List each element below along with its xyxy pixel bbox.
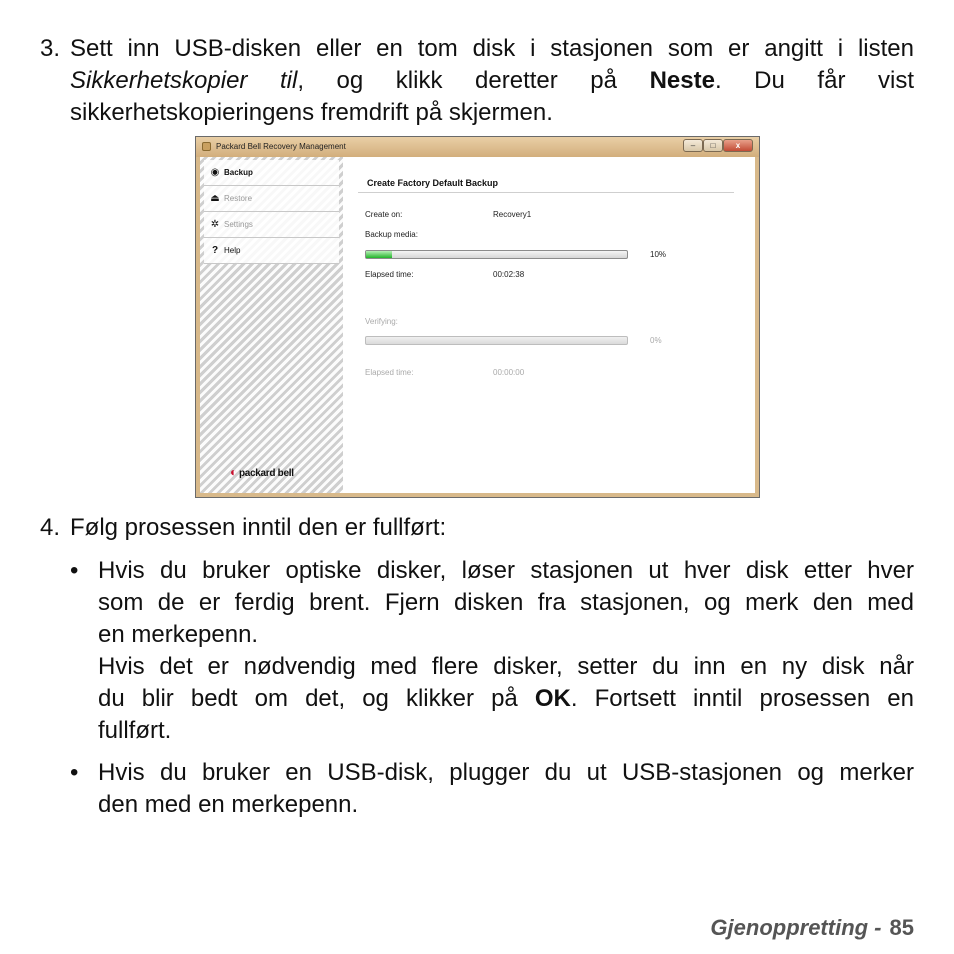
question-icon: ? [211, 245, 219, 256]
bullet-1-line-5 [98, 683, 914, 715]
verifying-progress-bar [365, 336, 628, 345]
sidebar-item-label: Settings [224, 220, 253, 229]
backup-media-label: Backup media: [365, 230, 418, 239]
restore-icon: ⏏ [210, 193, 220, 204]
bullet-1-marker: • [70, 557, 79, 584]
bullet-1-line-4: Hvis det er nødvendig med flere disker, setter du inn en ny disk når [98, 653, 914, 680]
sidebar-item-restore[interactable] [204, 186, 339, 212]
section-name: Gjenoppretting - [710, 915, 882, 940]
sidebar-item-label: Backup [224, 168, 253, 177]
app-icon [202, 142, 211, 151]
recovery-management-window [195, 136, 760, 498]
bullet-1-line-3: en merkepenn. [98, 621, 259, 648]
sidebar-item-help[interactable] [204, 238, 339, 264]
bullet-1-text [98, 555, 914, 747]
step-3-line-2-end: . Du får vist [714, 67, 915, 94]
sidebar-item-label: Restore [224, 194, 253, 203]
sidebar-item-settings[interactable] [204, 212, 339, 238]
packard-bell-logo [230, 465, 294, 479]
window-titlebar [196, 137, 759, 157]
verifying-elapsed-value: 00:00:00 [493, 368, 525, 377]
backup-progress-fill [366, 251, 392, 258]
create-on-value: Recovery1 [493, 210, 532, 219]
verifying-elapsed-label: Elapsed time: [365, 368, 414, 377]
disc-icon: ◉ [210, 167, 220, 178]
bullet-1-line-5-end: . Fortsett inntil prosessen en [570, 685, 914, 712]
step-3-text [70, 33, 914, 129]
step-3-line-2-mid: , og klikk deretter på [297, 67, 650, 94]
backup-percent: 10% [650, 250, 667, 259]
bullet-1-line-5-start: du blir bedt om det, og klikker på [98, 685, 535, 712]
step-3-line-1: Sett inn USB-disken eller en tom disk i stasjonen som er angitt i listen [70, 35, 914, 62]
ok-button-ref: OK [534, 685, 571, 712]
window-client [200, 157, 755, 493]
maximize-button[interactable]: □ [703, 139, 723, 152]
next-button-ref: Neste [649, 67, 715, 94]
bullet-2-line-1: Hvis du bruker en USB-disk, plugger du ut USB-stasjonen og merker [98, 759, 914, 786]
page-footer [710, 914, 914, 942]
window-title: Packard Bell Recovery Management [216, 142, 346, 151]
bullet-1-line-6: fullført. [98, 717, 172, 744]
gear-icon: ✲ [210, 219, 220, 230]
logo-mark-icon: ◐ [230, 465, 237, 479]
step-3-line-3: sikkerhetskopieringens fremdrift på skjermen. [70, 99, 553, 126]
minimize-button[interactable]: – [683, 139, 703, 152]
verifying-label: Verifying: [365, 317, 398, 326]
bullet-1-line-2: som de er ferdig brent. Fjern disken fra stasjonen, og merk den med [98, 589, 914, 616]
backup-progress-bar [365, 250, 628, 259]
step-4-text: Følg prosessen inntil den er fullført: [70, 514, 447, 541]
sidebar-item-backup[interactable] [204, 160, 339, 186]
elapsed-time-value: 00:02:38 [493, 270, 525, 279]
panel-heading: Create Factory Default Backup [367, 178, 499, 188]
page-number: 85 [889, 915, 914, 940]
bullet-1-line-1: Hvis du bruker optiske disker, løser stasjonen ut hver disk etter hver [98, 557, 914, 584]
create-on-label: Create on: [365, 210, 403, 219]
heading-divider [358, 192, 734, 193]
backup-list-name: Sikkerhetskopier til [70, 67, 298, 94]
bullet-2-text [98, 757, 914, 821]
step-4-number: 4. [40, 514, 61, 541]
bullet-2-marker: • [70, 759, 79, 786]
elapsed-time-label: Elapsed time: [365, 270, 414, 279]
sidebar-item-label: Help [224, 246, 241, 255]
bullet-2-line-2: den med en merkepenn. [98, 791, 359, 818]
backup-panel [343, 157, 755, 493]
step-3-line-2 [70, 65, 914, 97]
step-3-number: 3. [40, 35, 61, 62]
logo-text: packard bell [238, 468, 294, 479]
verifying-percent: 0% [650, 336, 662, 345]
close-button[interactable]: x [723, 139, 753, 152]
sidebar [200, 157, 343, 493]
